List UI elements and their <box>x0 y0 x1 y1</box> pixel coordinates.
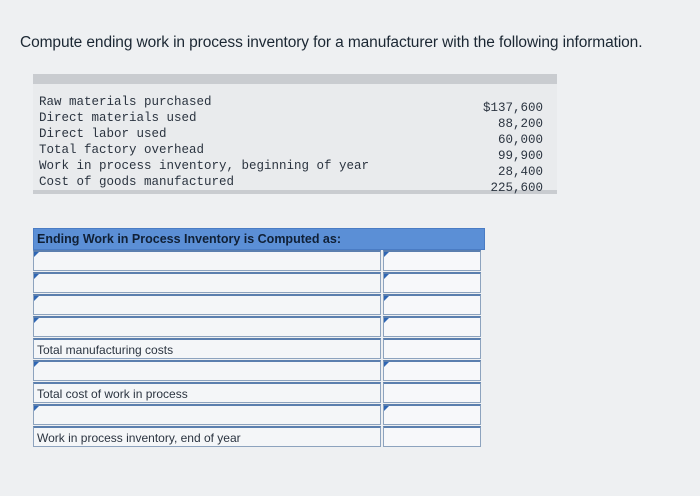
answer-table <box>33 228 485 448</box>
given-label: Cost of goods manufactured <box>39 175 235 189</box>
answer-label-dropdown[interactable] <box>33 250 381 271</box>
given-label: Total factory overhead <box>39 143 205 157</box>
answer-table-header: Ending Work in Process Inventory is Computed as: <box>33 228 485 250</box>
answer-amount-input[interactable] <box>383 294 481 315</box>
given-data-table <box>33 74 557 194</box>
answer-row <box>33 316 485 338</box>
given-label: Work in process inventory, beginning of year <box>39 159 370 173</box>
given-value: 225,600 <box>490 181 543 195</box>
answer-row-wip-end <box>33 426 485 448</box>
total-manufacturing-costs-input[interactable] <box>383 338 481 359</box>
answer-row <box>33 250 485 272</box>
answer-amount-input[interactable] <box>383 404 481 425</box>
given-values <box>483 100 543 196</box>
answer-label-dropdown[interactable] <box>33 294 381 315</box>
answer-label-dropdown[interactable] <box>33 316 381 337</box>
given-value: $137,600 <box>482 101 543 115</box>
question-text: Compute ending work in process inventory for a manufacturer with the following information. <box>20 34 643 51</box>
given-label: Direct materials used <box>39 111 197 125</box>
total-cost-wip-input[interactable] <box>383 382 481 403</box>
wip-end-of-year-label: Work in process inventory, end of year <box>33 426 381 447</box>
answer-label-dropdown[interactable] <box>33 360 381 381</box>
answer-row <box>33 360 485 382</box>
answer-label-dropdown[interactable] <box>33 404 381 425</box>
answer-label-dropdown[interactable] <box>33 272 381 293</box>
answer-amount-input[interactable] <box>383 272 481 293</box>
given-labels <box>39 94 369 190</box>
wip-end-of-year-input[interactable] <box>383 426 481 447</box>
answer-row <box>33 404 485 426</box>
total-manufacturing-costs-label: Total manufacturing costs <box>33 338 381 359</box>
answer-row-total-manufacturing <box>33 338 485 360</box>
given-value: 99,900 <box>497 149 543 163</box>
answer-row-total-cost-wip <box>33 382 485 404</box>
given-label: Raw materials purchased <box>39 95 212 109</box>
answer-row <box>33 294 485 316</box>
answer-amount-input[interactable] <box>383 316 481 337</box>
given-value: 28,400 <box>497 165 543 179</box>
given-value: 88,200 <box>497 117 543 131</box>
given-value: 60,000 <box>497 133 543 147</box>
answer-amount-input[interactable] <box>383 250 481 271</box>
given-label: Direct labor used <box>39 127 167 141</box>
total-cost-wip-label: Total cost of work in process <box>33 382 381 403</box>
answer-amount-input[interactable] <box>383 360 481 381</box>
answer-row <box>33 272 485 294</box>
